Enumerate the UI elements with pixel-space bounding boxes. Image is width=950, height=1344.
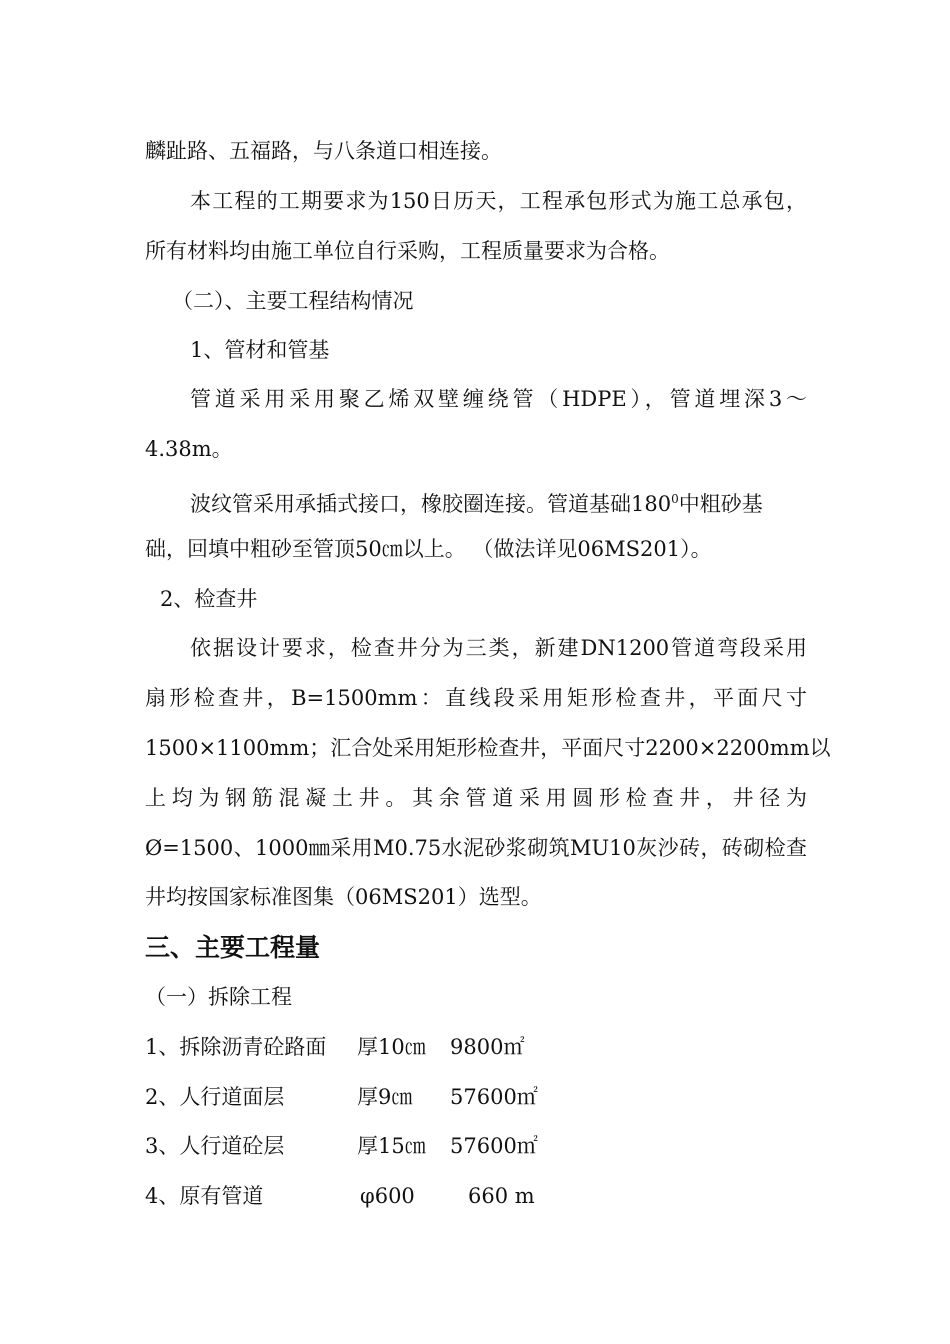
section-heading: （二）、主要工程结构情况 xyxy=(172,289,414,313)
paragraph-line: 麟趾路、五福路，与八条道口相连接。 xyxy=(145,139,502,163)
paragraph-text: 波纹管采用承插式接口，橡胶圈连接。管道基础180 xyxy=(190,492,672,516)
quantity-item-name: 2、人行道面层 xyxy=(145,1085,285,1109)
paragraph-line: 管道采用采用聚乙烯双壁缠绕管（HDPE），管道埋深3～ xyxy=(190,387,807,411)
subsection-heading: （一）拆除工程 xyxy=(145,985,292,1009)
paragraph-text: 中粗砂基 xyxy=(678,492,763,516)
paragraph-line: 所有材料均由施工单位自行采购，工程质量要求为合格。 xyxy=(145,239,670,263)
quantity-item-name: 1、拆除沥青砼路面 xyxy=(145,1035,327,1059)
quantity-item-spec: φ600 xyxy=(360,1184,415,1208)
paragraph-line: 井均按国家标准图集（06MS201）选型。 xyxy=(145,885,542,909)
paragraph-line xyxy=(190,484,763,519)
paragraph-line: 1500×1100mm；汇合处采用矩形检查井，平面尺寸2200×2200mm以 xyxy=(145,736,831,760)
paragraph-line: 扇形检查井，B=1500mm：直线段采用矩形检查井，平面尺寸 xyxy=(145,686,807,710)
paragraph-line: Ø=1500、1000㎜采用M0.75水泥砂浆砌筑MU10灰沙砖，砖砌检查 xyxy=(145,836,807,860)
superscript: 0 xyxy=(671,492,679,506)
paragraph-line: 本工程的工期要求为150日历天，工程承包形式为施工总承包， xyxy=(190,189,807,213)
quantity-item-name: 4、原有管道 xyxy=(145,1184,264,1208)
quantity-item-spec: 厚9㎝ xyxy=(357,1085,413,1109)
paragraph-line: 上均为钢筋混凝土井。其余管道采用圆形检查井，井径为 xyxy=(145,786,807,810)
paragraph-line: 依据设计要求，检查井分为三类，新建DN1200管道弯段采用 xyxy=(190,636,807,660)
chapter-heading: 三、主要工程量 xyxy=(145,933,321,962)
quantity-item-qty: 57600㎡ xyxy=(450,1085,538,1109)
item-heading: 2、检查井 xyxy=(160,587,258,611)
paragraph-line: 4.38m。 xyxy=(145,437,233,461)
quantity-item-qty: 660 m xyxy=(468,1184,535,1208)
item-heading: 1、管材和管基 xyxy=(190,338,330,362)
quantity-item-spec: 厚15㎝ xyxy=(357,1134,426,1158)
quantity-item-name: 3、人行道砼层 xyxy=(145,1134,285,1158)
quantity-item-spec: 厚10㎝ xyxy=(357,1035,426,1059)
quantity-item-qty: 57600㎡ xyxy=(450,1134,538,1158)
quantity-item-qty: 9800㎡ xyxy=(450,1035,525,1059)
paragraph-line: 础，回填中粗砂至管顶50㎝以上。 （做法详见06MS201）。 xyxy=(145,537,712,561)
